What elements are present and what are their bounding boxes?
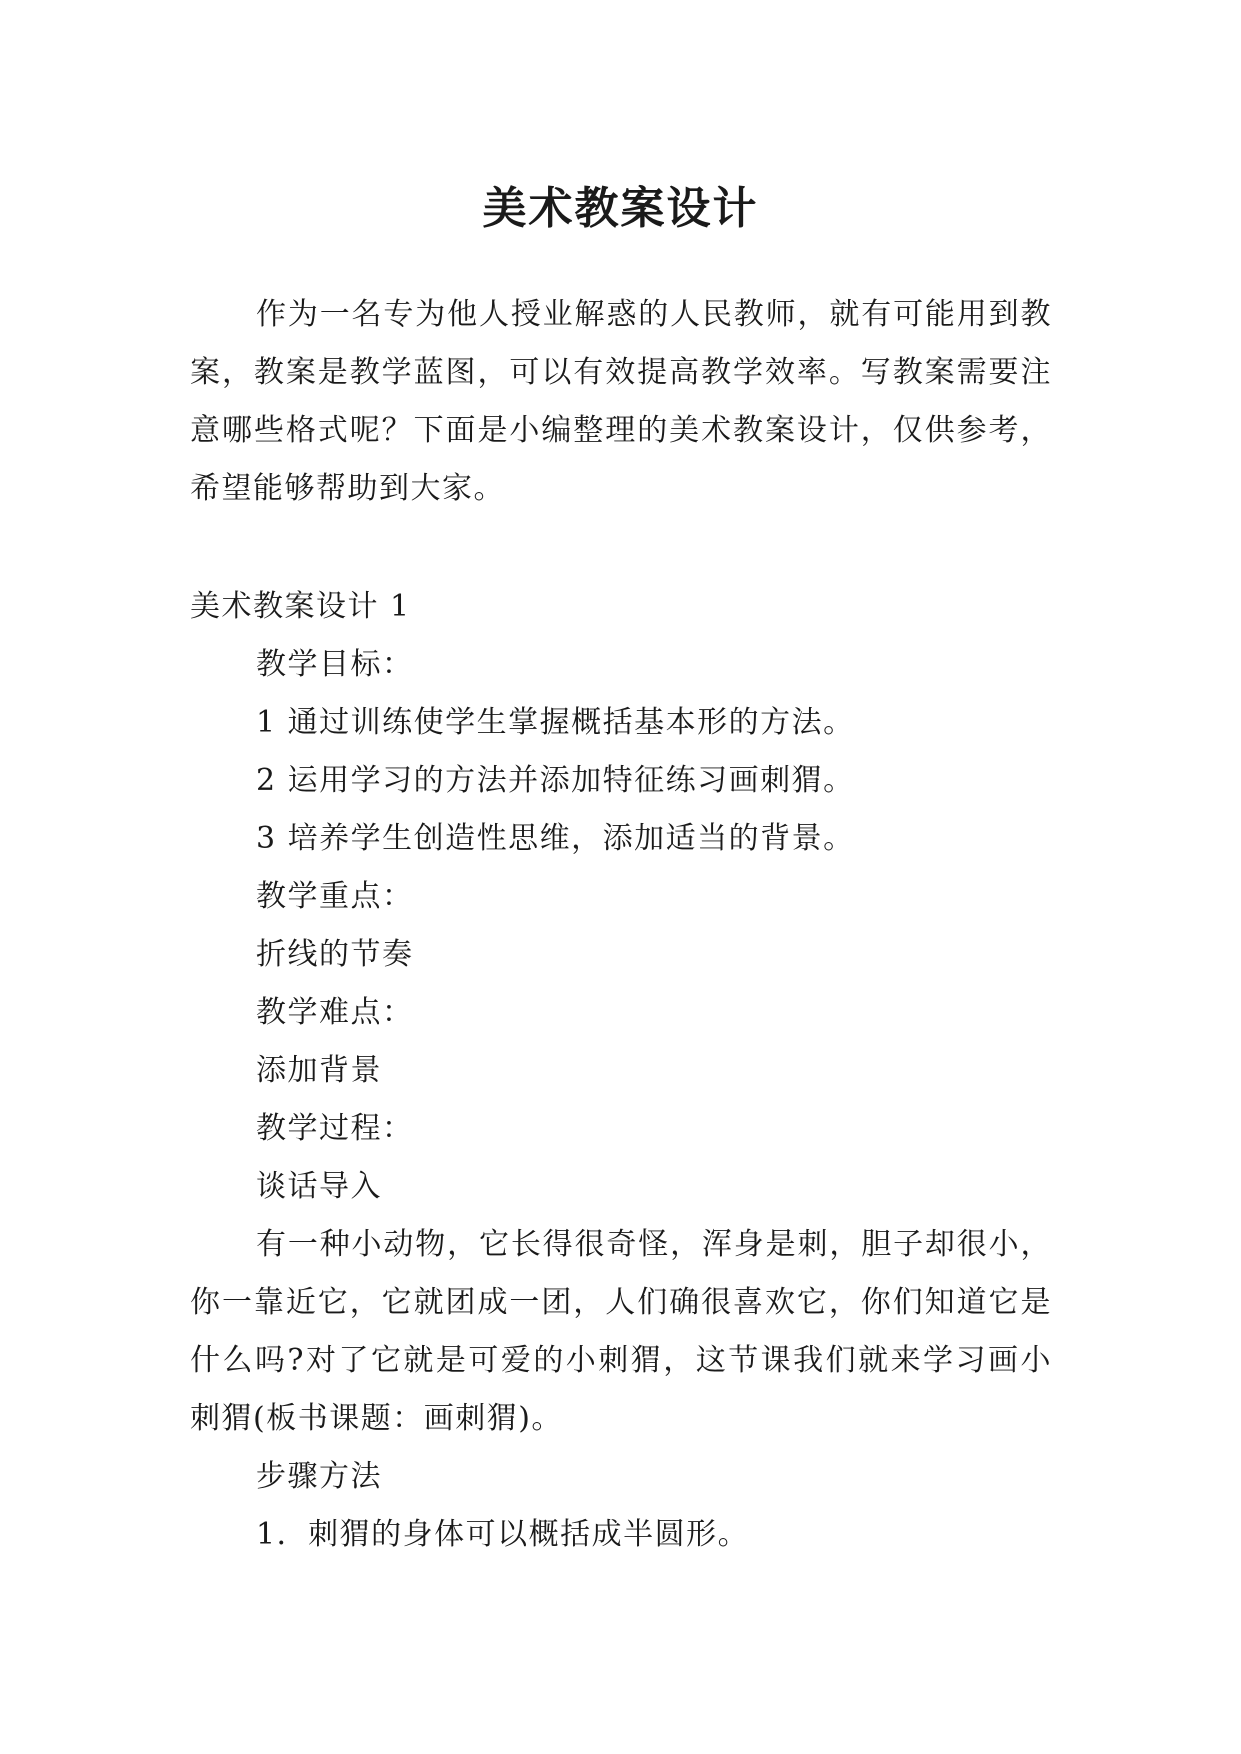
line-teaching-focus: 教学重点：	[256, 879, 414, 914]
line-goal-3: 3 培养学生创造性思维，添加适当的背景。	[256, 821, 855, 856]
line-focus-content: 折线的节奏	[256, 937, 414, 972]
line-teaching-process: 教学过程：	[256, 1111, 414, 1146]
line-steps-methods: 步骤方法	[256, 1459, 382, 1494]
line-teaching-goals: 教学目标：	[256, 647, 414, 682]
line-difficulty-content: 添加背景	[256, 1053, 382, 1088]
line-goal-1: 1 通过训练使学生掌握概括基本形的方法。	[256, 705, 855, 740]
line-goal-2: 2 运用学习的方法并添加特征练习画刺猬。	[256, 763, 855, 798]
story-paragraph: 有一种小动物，它长得很奇怪，浑身是刺，胆子却很小，你一靠近它，它就团成一团，人们确很喜欢它，你们知道它是什么吗?对了它就是可爱的小刺猬，这节课我们就来学习画小刺猬(板书课题：画刺猬)。	[190, 1227, 1052, 1436]
document-title: 美术教案设计	[482, 183, 759, 235]
intro-paragraph: 作为一名专为他人授业解惑的人民教师，就有可能用到教案，教案是教学蓝图，可以有效提高教学效率。写教案需要注意哪些格式呢？下面是小编整理的美术教案设计，仅供参考，希望能够帮助到大家。	[190, 297, 1052, 506]
line-teaching-difficulty: 教学难点：	[256, 995, 414, 1030]
line-step-1: 1．刺猬的身体可以概括成半圆形。	[256, 1517, 750, 1552]
section-heading: 美术教案设计 1	[190, 589, 411, 624]
lesson-plan-body	[190, 636, 1052, 1564]
line-intro-talk: 谈话导入	[256, 1169, 382, 1204]
